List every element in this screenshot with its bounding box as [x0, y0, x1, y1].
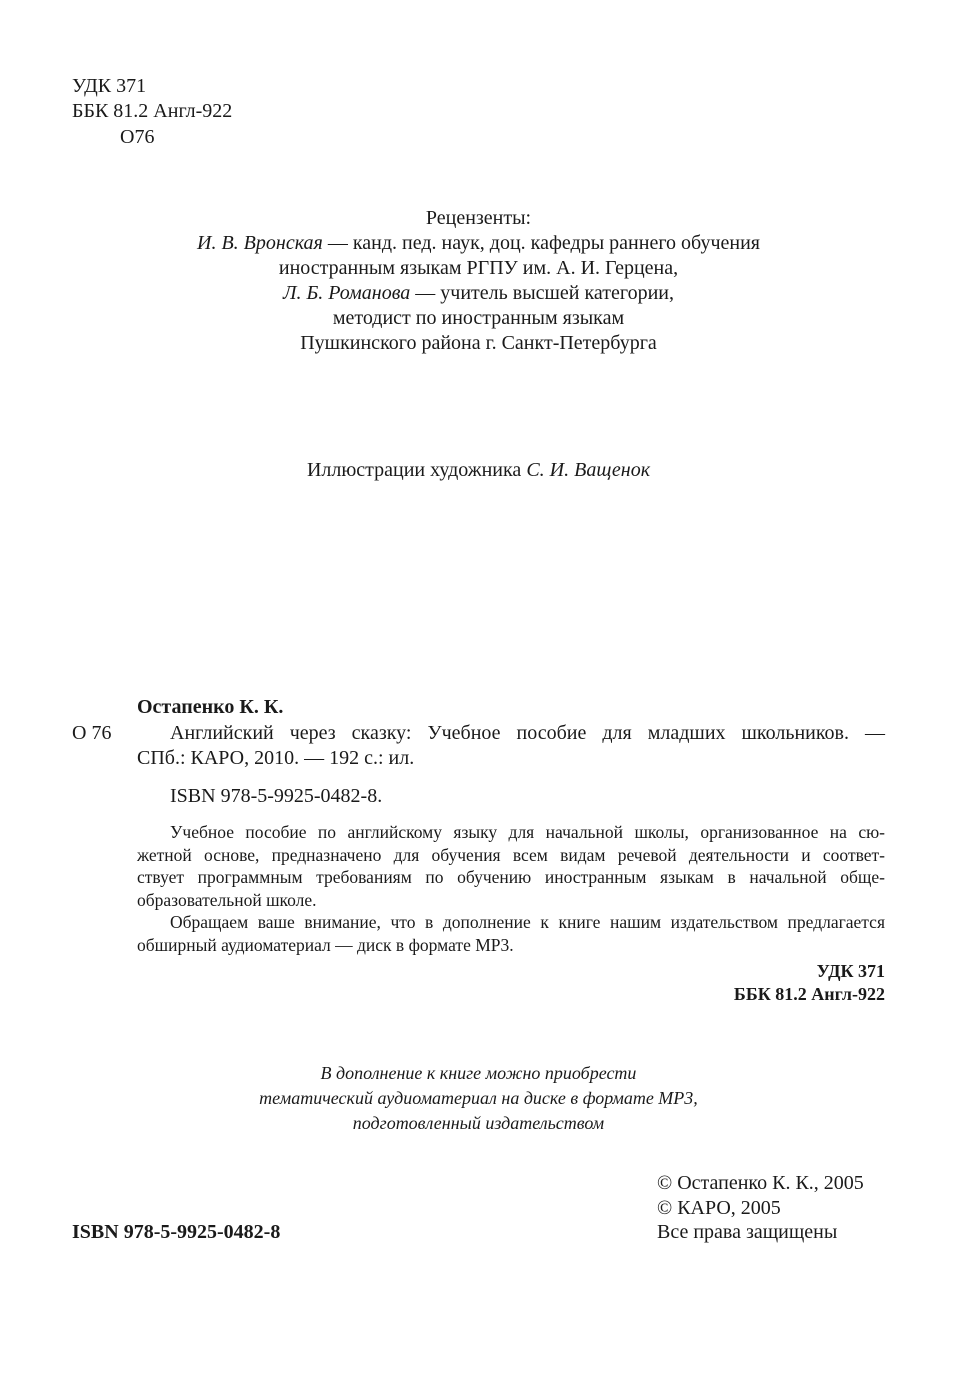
bbk-code-top: ББК 81.2 Англ-922 [72, 100, 233, 122]
annotation-p2-line-1: Обращаем ваше внимание, что в дополнение к книге нашим издательством предлагается [170, 912, 885, 932]
reviewer-1-line-2: иностранным языкам РГПУ им. А. И. Герцена, [278, 257, 679, 279]
illustrations-credit [0, 458, 957, 482]
reviewer-2-desc: — учитель высшей категории, [410, 282, 675, 304]
audio-note-line-1: В дополнение к книге можно приобрести [320, 1063, 637, 1083]
bbk-code-bottom: ББК 81.2 Англ-922 [733, 984, 885, 1004]
audio-note [0, 1062, 957, 1137]
annotation-p1-line-4: образовательной школе. [137, 889, 317, 910]
rights-reserved: Все права защищены [657, 1221, 838, 1243]
copyright-publisher: © КАРО, 2005 [657, 1197, 781, 1219]
reviewer-1-name: И. В. Вронская [197, 232, 323, 254]
copyright-author: © Остапенко К. К., 2005 [657, 1172, 864, 1194]
bib-isbn: ISBN 978-5-9925-0482-8. [170, 785, 383, 807]
reviewer-1-line-1 [0, 231, 957, 256]
annotation-p1-line-1: Учебное пособие по английскому языку для начальной школы, организованное на сю- [170, 822, 885, 842]
udk-code-bottom: УДК 371 [816, 961, 885, 981]
author-mark-top: О76 [120, 126, 155, 148]
reviewer-2-name: Л. Б. Романова [282, 282, 411, 304]
bib-title-line-1: Английский через сказку: Учебное пособие для младших школьников. — [170, 722, 885, 744]
bib-author: Остапенко К. К. [137, 696, 284, 718]
udk-code-top: УДК 371 [72, 75, 147, 97]
annotation [137, 821, 885, 956]
annotation-p2-line-2: обширный аудиоматериал — диск в формате MP3. [137, 934, 514, 955]
illustrations-prefix: Иллюстрации художника [306, 459, 527, 481]
reviewer-2-line-3: Пушкинского района г. Санкт-Петербурга [300, 332, 657, 354]
illustrations-artist: С. И. Ващенок [526, 459, 651, 481]
annotation-p1-line-2: жетной основе, предназначено для обучения всем видам речевой деятельности и соответ- [137, 844, 885, 865]
reviewers-heading: Рецензенты: [425, 207, 532, 229]
audio-note-line-3: подготовленный издательством [352, 1113, 605, 1133]
reviewer-2-line-2: методист по иностранным языкам [332, 307, 625, 329]
audio-note-line-2: тематический аудиоматериал на диске в формате MP3, [259, 1088, 698, 1108]
footer-isbn: ISBN 978-5-9925-0482-8 [72, 1221, 281, 1243]
annotation-p1-line-3: ствует программным требованиям по обучению иностранным языкам в начальной обще- [137, 867, 885, 887]
reviewer-1-desc: — канд. пед. наук, доц. кафедры раннего обучения [322, 232, 760, 254]
reviewer-2-line-1 [0, 281, 957, 306]
bib-title-line-2: СПб.: КАРО, 2010. — 192 с.: ил. [137, 747, 415, 769]
bib-mark: О 76 [72, 722, 112, 744]
reviewers-block [0, 206, 957, 356]
